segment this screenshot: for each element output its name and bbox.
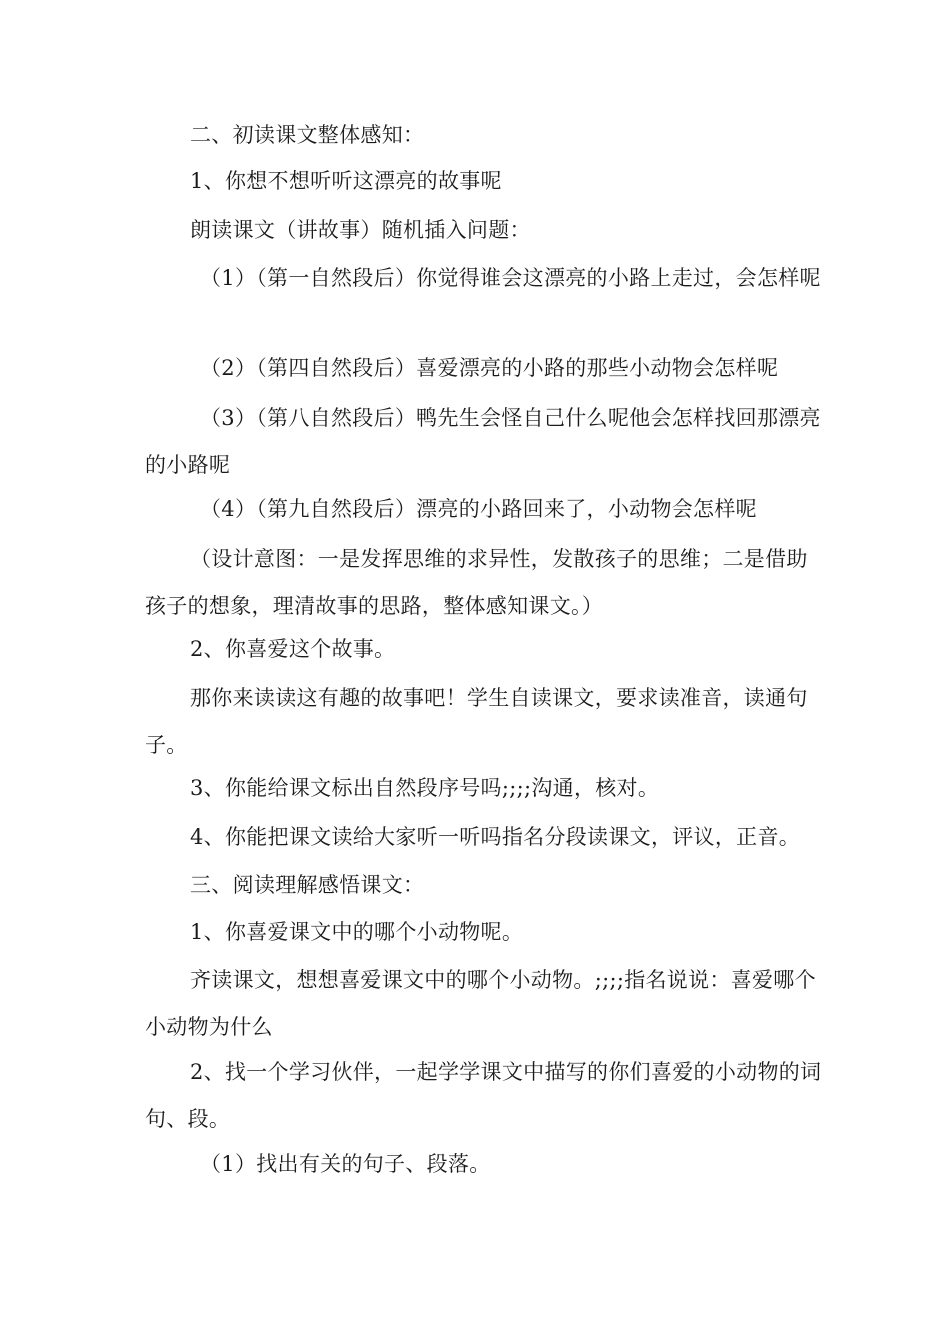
paragraph-4: 那你来读读这有趣的故事吧！学生自读课文，要求读准音，读通句子。 [145, 686, 808, 757]
design-intent-note: （设计意图：一是发挥思维的求异性，发散孩子的思维；二是借助孩子的想象，理清故事的思路，整体感知课文。） [145, 547, 808, 618]
section-heading-3: 三、阅读理解感悟课文： [190, 873, 425, 897]
paragraph-9: 2、找一个学习伙伴，一起学学课文中描写的你们喜爱的小动物的词句、段。 [145, 1060, 822, 1131]
question-1: （1）（第一自然段后）你觉得谁会这漂亮的小路上走过，会怎样呢 [200, 266, 821, 290]
paragraph-5: 3、你能给课文标出自然段序号吗;;;;沟通，核对。 [190, 776, 660, 800]
question-2: （2）（第四自然段后）喜爱漂亮的小路的那些小动物会怎样呢 [200, 356, 779, 380]
section-heading-2: 二、初读课文整体感知： [190, 123, 425, 147]
question-4: （4）（第九自然段后）漂亮的小路回来了，小动物会怎样呢 [200, 497, 757, 521]
paragraph-8: 齐读课文，想想喜爱课文中的哪个小动物。;;;;指名说说：喜爱哪个小动物为什么 [145, 968, 816, 1039]
paragraph-1: 1、你想不想听听这漂亮的故事呢 [190, 169, 502, 193]
paragraph-10: （1）找出有关的句子、段落。 [200, 1152, 491, 1176]
paragraph-2: 朗读课文（讲故事）随机插入问题： [190, 218, 531, 242]
question-3: （3）（第八自然段后）鸭先生会怪自己什么呢他会怎样找回那漂亮的小路呢 [145, 406, 821, 477]
paragraph-6: 4、你能把课文读给大家听一听吗指名分段读课文，评议，正音。 [190, 825, 801, 849]
paragraph-7: 1、你喜爱课文中的哪个小动物呢。 [190, 920, 524, 944]
paragraph-3: 2、你喜爱这个故事。 [190, 637, 396, 661]
